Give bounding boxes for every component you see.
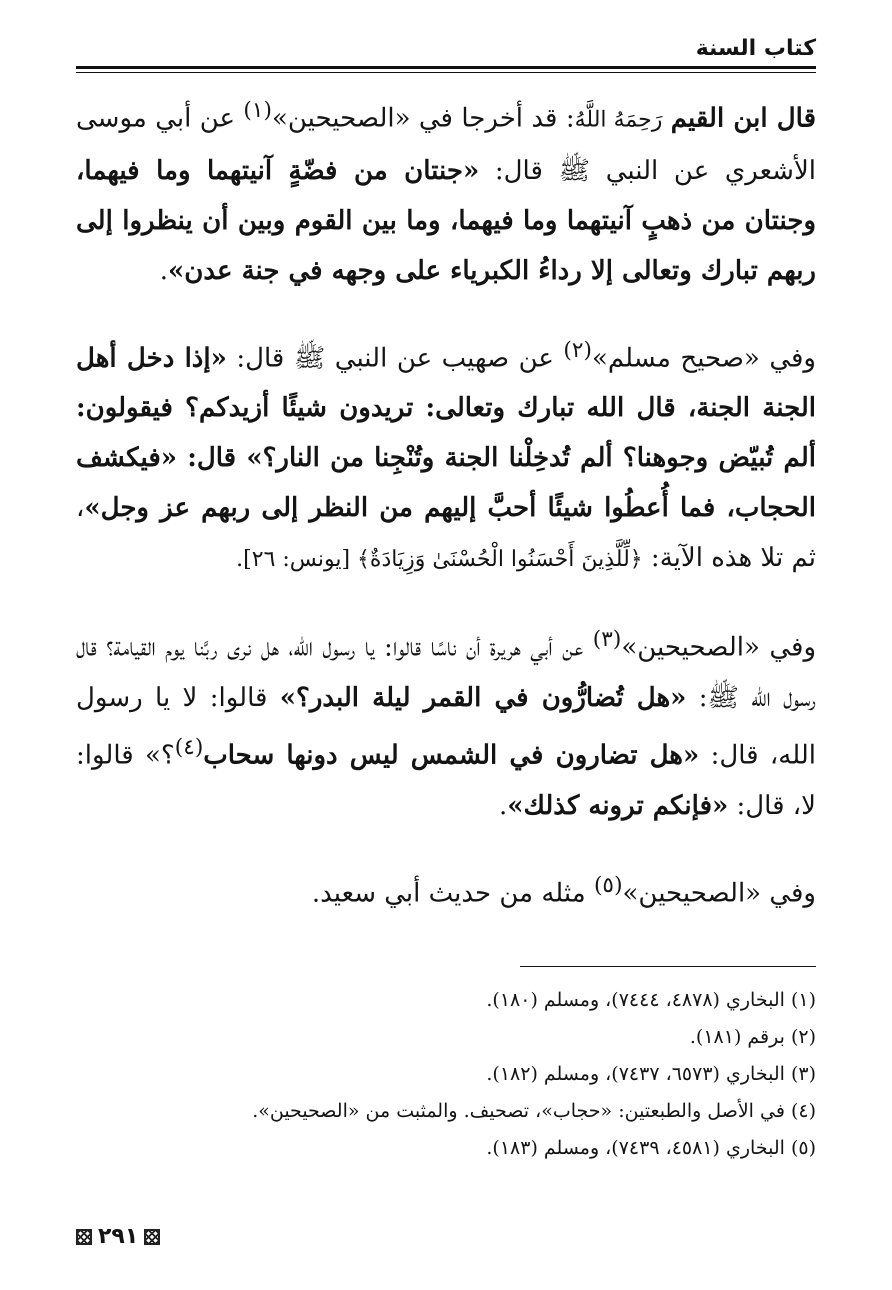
footnote-4: (٤) في الأصل والطبعتين: «حجاب»، تصحيف. والمثبت من «الصحيحين». [252, 1100, 816, 1122]
honorific: رَحِمَهُ اللَّهُ [574, 107, 663, 133]
paragraph-2 [76, 326, 816, 586]
author-name: قال ابن القيم [670, 103, 817, 134]
hadith-text: «هل تُضارُّون في القمر ليلة البدر؟» [279, 682, 687, 713]
footnote-ref: (٤) [174, 734, 204, 760]
ayah-citation: [يونس: ٢٦]. [236, 547, 358, 573]
header-rule-thick [76, 66, 816, 69]
text: عن صهيب عن النبي ﷺ قال: [226, 343, 564, 374]
footnote-ref: (٥) [593, 872, 623, 898]
quran-ayah: ﴿لِّلَّذِينَ أَحْسَنُوا الْحُسْنَىٰ وَزِيَادَةٌ﴾ [357, 547, 643, 573]
text: عن أبي موسى الأشعري عن النبي ﷺ قال: [76, 103, 816, 186]
footnote-ref: (٢) [563, 337, 592, 363]
paragraph-3 [76, 615, 816, 830]
paragraph-1 [76, 86, 816, 296]
footnote-separator [520, 966, 816, 967]
footnote-2: (٢) برقم (١٨١). [689, 1026, 816, 1048]
running-header: كتاب السنة [695, 36, 816, 61]
text: ؟» [145, 740, 175, 771]
text: . [498, 790, 508, 821]
text: وفي «صحيح مسلم» [591, 343, 816, 374]
footnote-ref: (٣) [592, 627, 622, 653]
footnote-ref: (١) [243, 98, 272, 123]
hadith-text: «هل تضارون في الشمس ليس دونها سحاب [203, 740, 700, 771]
text: قالوا: لا، قال: [76, 740, 816, 821]
hadith-text: «فإنكم ترونه كذلك» [507, 790, 729, 821]
hadith-text: «جنتان من فضّةٍ آنيتهما وما فيهما، وجنتان من ذهبٍ آنيتهما وما فيهما، وما بين القوم وبين أن ينظروا إلى ربهم تبارك وتعالى إلا رداءُ الكبرياء على وجهه في جنة عدن» [76, 155, 816, 286]
footnote-5: (٥) البخاري (٤٥٨١، ٧٤٣٩)، ومسلم (١٨٣). [486, 1137, 816, 1159]
header-rule-thin [76, 72, 816, 73]
text: وفي «الصحيحين» [622, 878, 816, 909]
paragraph-4 [76, 861, 816, 919]
main-text [76, 86, 816, 948]
footnote-1: (١) البخاري (٤٨٧٨، ٧٤٤٤)، ومسلم (١٨٠). [486, 989, 816, 1011]
text: . [159, 255, 169, 286]
hadith-text: «إذا دخل أهل الجنة الجنة، قال الله تبارك وتعالى: تريدون شيئًا أزيدكم؟ فيقولون: ألم تُبيّض وجوهنا؟ ألم تُدخِلْنا الجنة وتُنْجِنا من النار؟» قال: «فيكشف الحجاب، فما أُعطُوا شيئًا أحبَّ إليهم من النظر إلى ربهم عز وجل» [76, 343, 816, 524]
ornament-icon [76, 1229, 92, 1245]
ornament-icon [144, 1229, 160, 1245]
text: وفي «الصحيحين» [621, 632, 816, 663]
text: عن أبي هريرة أن ناسًا قالوا: يا رسول الله، هل نرى ربَّنا يوم القيامة؟ قال رسول الله ﷺ: [76, 632, 816, 713]
page-number-block [76, 1224, 160, 1249]
text: ، ثم تلا هذه الآية: [76, 493, 816, 574]
page-number: ٢٩١ [98, 1224, 139, 1249]
text: مثله من حديث أبي سعيد. [311, 878, 594, 909]
footnote-3: (٣) البخاري (٦٥٧٣، ٧٤٣٧)، ومسلم (١٨٢). [486, 1063, 816, 1085]
footnotes [76, 982, 816, 1167]
text: : قد أخرجا في «الصحيحين» [271, 103, 575, 134]
text: قالوا: لا يا رسول الله، قال: [76, 682, 816, 771]
